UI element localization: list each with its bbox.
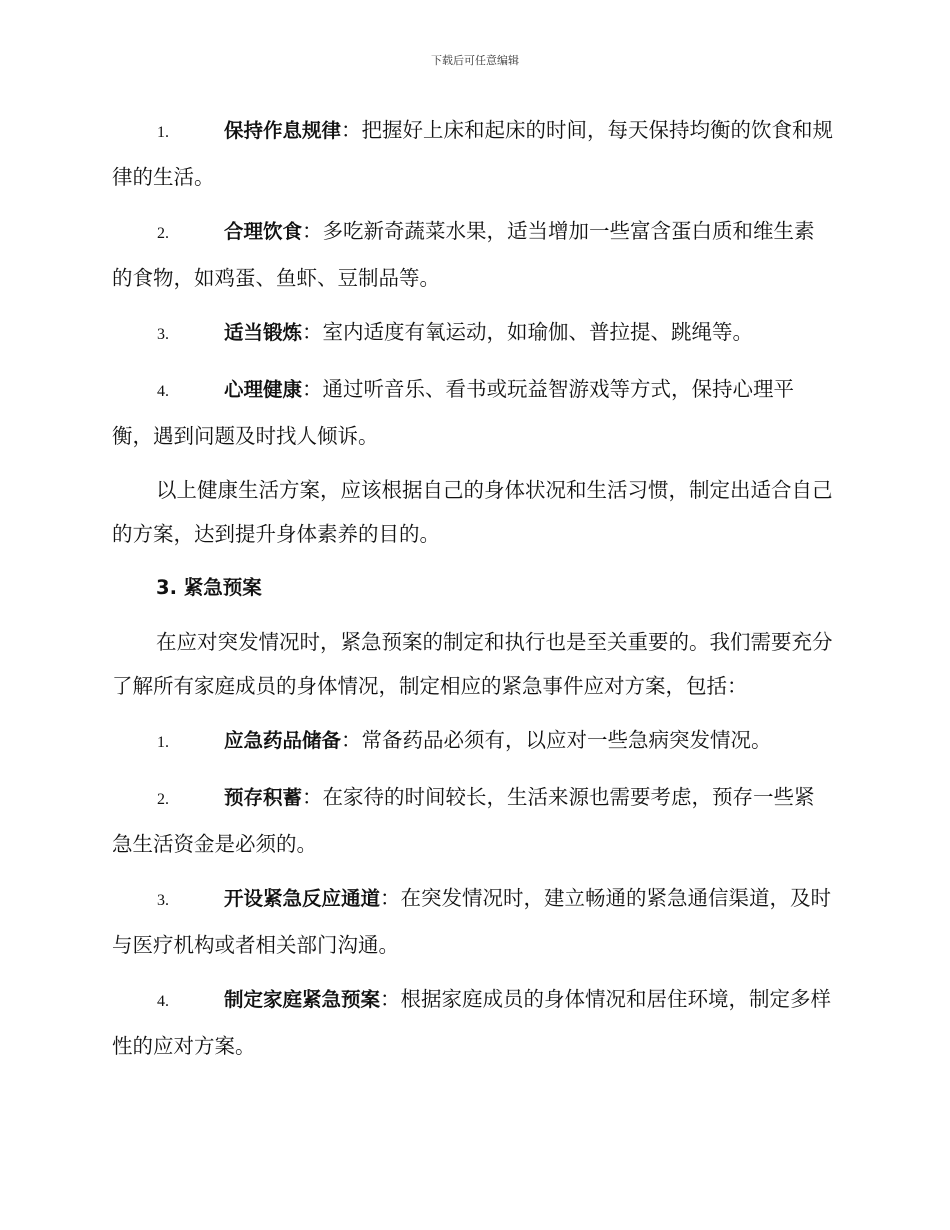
list-item-colon: ：: [302, 320, 323, 344]
list-item-text: 常备药品必须有，以应对一些急病突发情况。: [361, 728, 772, 752]
list-item-number: 2.: [157, 225, 169, 242]
list-item-text: 根据家庭成员的身体情况和居住环境，制定多样性的应对方案。: [112, 987, 832, 1058]
list-item-term: 合理饮食: [224, 220, 303, 243]
list-item-number: 1.: [157, 124, 169, 141]
list-item-colon: ：: [341, 118, 362, 142]
list-item-colon: ：: [380, 886, 401, 910]
list-item: [112, 977, 834, 1068]
list-item-number: 3.: [157, 892, 169, 909]
list-item-term: 预存积蓄: [224, 786, 303, 809]
list-item: [112, 718, 834, 765]
list-item-term: 适当锻炼: [224, 321, 303, 344]
list-item: [112, 876, 834, 967]
list-item-number: 3.: [157, 326, 169, 343]
list-item-colon: ：: [302, 377, 323, 401]
list-item-colon: ：: [380, 987, 401, 1011]
list-item: [112, 367, 834, 458]
list-item-number: 4.: [157, 383, 169, 400]
list-item-text: 室内适度有氧运动，如瑜伽、普拉提、跳绳等。: [322, 320, 754, 344]
list-item-term: 应急药品储备: [224, 729, 342, 752]
page-header: 下载后可任意编辑: [431, 54, 519, 67]
section-heading: 3. 紧急预案: [156, 576, 262, 599]
list-item-colon: ：: [341, 728, 362, 752]
list-item-text: 在突发情况时，建立畅通的紧急通信渠道，及时与医疗机构或者相关部门沟通。: [112, 886, 832, 957]
list-item: [112, 209, 834, 300]
list-item: [112, 108, 834, 199]
list-item-term: 开设紧急反应通道: [224, 887, 381, 910]
list-item: [112, 310, 834, 357]
list-item-colon: ：: [302, 785, 323, 809]
list-item-number: 4.: [157, 993, 169, 1010]
list-item: [112, 775, 834, 866]
list-item-number: 2.: [157, 791, 169, 808]
list-item-text: 通过听音乐、看书或玩益智游戏等方式，保持心理平衡，遇到问题及时找人倾诉。: [112, 377, 795, 448]
list-item-text: 在家待的时间较长，生活来源也需要考虑，预存一些紧急生活资金是必须的。: [112, 785, 815, 856]
list-item-term: 保持作息规律: [224, 119, 342, 142]
list-item-colon: ：: [302, 219, 323, 243]
list-item-text: 多吃新奇蔬菜水果，适当增加一些富含蛋白质和维生素的食物，如鸡蛋、鱼虾、豆制品等。: [112, 219, 815, 290]
section-intro-paragraph: 在应对突发情况时，紧急预案的制定和执行也是至关重要的。我们需要充分了解所有家庭成员的身体情况，制定相应的紧急事件应对方案，包括：: [112, 630, 833, 698]
list-item-term: 心理健康: [224, 378, 303, 401]
document-body: [112, 108, 834, 1078]
list-item-term: 制定家庭紧急预案: [224, 988, 381, 1011]
list-item-number: 1.: [157, 734, 169, 751]
summary-paragraph: 以上健康生活方案，应该根据自己的身体状况和生活习惯，制定出适合自己的方案，达到提升身体素养的目的。: [112, 478, 833, 546]
list-item-text: 把握好上床和起床的时间，每天保持均衡的饮食和规律的生活。: [112, 118, 834, 189]
